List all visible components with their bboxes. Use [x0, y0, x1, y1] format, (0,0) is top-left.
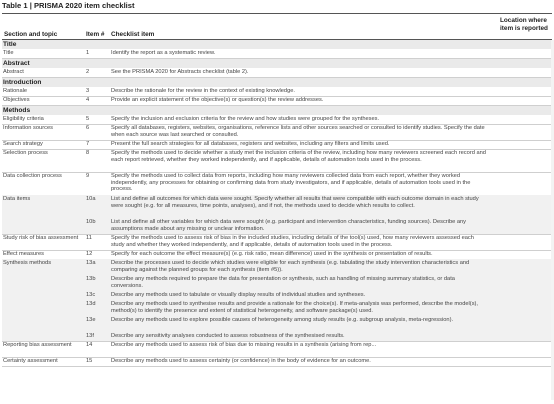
header-section-topic: Section and topic: [4, 31, 58, 38]
table-row: [2, 96, 552, 106]
row-topic: Search strategy: [3, 141, 43, 147]
row-item: Specify the inclusion and exclusion criteria for the review and how studies were grouped for the syntheses.: [111, 116, 380, 122]
row-item: Specify all databases, registers, websites, organisations, reference lists and other sources searched or consulted to identify studies. Specify the date when each source was last searched or consulted.: [111, 125, 485, 138]
row-item: List and define all other variables for which data were sought (e.g. participant and intervention characteristics, funding sources). Describe any assumptions made about any missing or unclear information.: [111, 219, 467, 232]
table-row: [2, 218, 552, 235]
header-location: Location where item is reported: [500, 17, 548, 32]
row-number: 13a: [86, 260, 96, 266]
row-item: Describe any methods used to synthesise results and provide a rationale for the choice(s). If meta-analysis was performed, describe the model(s), method(s) to identify the presence and extent of statistical heterogeneity, and software package(s) used.: [111, 301, 479, 314]
row-item: Provide an explicit statement of the objective(s) or question(s) the review addresses.: [111, 97, 324, 103]
table-row: [2, 300, 552, 317]
row-number: 9: [86, 173, 90, 179]
row-item: List and define all outcomes for which data were sought. Specify whether all results that were compatible with each outcome domain in each study were sought (e.g. for all measures, time points, analyses), and if not, the methods used to decide which results to collect.: [111, 196, 479, 209]
row-number: 5: [86, 116, 90, 122]
row-item: Identify the report as a systematic review.: [111, 50, 216, 56]
section-band-methods: [2, 106, 552, 115]
top-rule: [2, 13, 552, 14]
table-row: [2, 234, 552, 251]
row-item: Describe any methods used to assess risk of bias due to missing results in a synthesis (arising from rep...: [111, 342, 377, 348]
table-row: [2, 172, 552, 196]
row-item: Describe the processes used to decide which studies were eligible for each synthesis (e.g. tabulating the study intervention characteristics and comparing against the planned groups for each synthesis (item #5)).: [111, 260, 470, 273]
row-number: 10b: [86, 219, 96, 225]
row-item: Describe any methods required to prepare the data for presentation or synthesis, such as handling of missing summary statistics, or data conversions.: [111, 276, 455, 289]
row-topic: Selection process: [3, 150, 48, 156]
table-row: [2, 316, 552, 333]
row-number: 10a: [86, 196, 96, 202]
row-topic: Objectives: [3, 97, 30, 103]
row-item: Specify the methods used to assess risk of bias in the included studies, including details of the tool(s) used, how many reviewers assessed each study and whether they worked independently, and if applicable, details of automation tools used in the process.: [111, 235, 474, 248]
row-number: 1: [86, 50, 90, 56]
row-topic: Rationale: [3, 88, 28, 94]
table-row: [2, 195, 552, 219]
row-topic: Data collection process: [3, 173, 62, 179]
row-number: 2: [86, 69, 90, 75]
header-checklist-item: Checklist item: [111, 31, 155, 38]
row-topic: Synthesis methods: [3, 260, 52, 266]
row-item: Specify for each outcome the effect measure(s) (e.g. risk ratio, mean difference) used in the synthesis or presentation of results.: [111, 251, 433, 257]
row-topic: Reporting bias assessment: [3, 342, 72, 348]
row-item: Specify the methods used to decide whether a study met the inclusion criteria of the review, including how many reviewers screened each record and each report retrieved, whether they worked independently, and if applicable, details of automation tools used in the process.: [111, 150, 486, 163]
row-number: 6: [86, 125, 90, 131]
row-item: Describe the rationale for the review in the context of existing knowledge.: [111, 88, 295, 94]
row-number: 13b: [86, 276, 96, 282]
row-number: 13f: [86, 333, 94, 339]
row-topic: Effect measures: [3, 251, 44, 257]
row-number: 13c: [86, 292, 96, 298]
row-topic: Eligibility criteria: [3, 116, 44, 122]
row-topic: Certainty assessment: [3, 358, 58, 364]
section-band-introduction: [2, 78, 552, 87]
table-row: [2, 341, 552, 358]
table-row: [2, 124, 552, 141]
row-item: See the PRISMA 2020 for Abstracts checklist (table 2).: [111, 69, 249, 75]
row-item: Present the full search strategies for all databases, registers and websites, including any filters and limits used.: [111, 141, 390, 147]
row-number: 11: [86, 235, 92, 241]
table-row: [2, 357, 552, 367]
section-title: Title: [3, 41, 17, 48]
row-number: 13d: [86, 301, 96, 307]
row-topic: Title: [3, 50, 14, 56]
table-row: [2, 68, 552, 78]
section-introduction: Introduction: [3, 79, 42, 86]
row-number: 13e: [86, 317, 96, 323]
row-number: 3: [86, 88, 90, 94]
table-row: [2, 259, 552, 276]
section-band-abstract: [2, 59, 552, 68]
row-item: Describe any methods used to assess certainty (or confidence) in the body of evidence for an outcome.: [111, 358, 371, 364]
row-number: 7: [86, 141, 90, 147]
row-topic: Abstract: [3, 69, 24, 75]
row-number: 14: [86, 342, 93, 348]
section-band-title: [2, 40, 552, 49]
table-title: Table 1 | PRISMA 2020 item checklist: [2, 1, 135, 10]
table-row: [2, 49, 552, 59]
row-number: 4: [86, 97, 90, 103]
table-row: [2, 149, 552, 173]
row-item: Specify the methods used to collect data from reports, including how many reviewers collected data from each report, whether they worked independently, any processes for obtaining or confirming data from study investigators, and if applicable, details of automation tools used in the process.: [111, 173, 471, 193]
row-number: 12: [86, 251, 93, 257]
table-row: [2, 275, 552, 292]
header-item-number: Item #: [86, 31, 105, 38]
row-number: 8: [86, 150, 90, 156]
row-topic: Information sources: [3, 125, 53, 131]
row-topic: Data items: [3, 196, 31, 202]
section-abstract: Abstract: [3, 60, 30, 67]
row-item: Describe any methods used to tabulate or visually display results of individual studies and syntheses.: [111, 292, 366, 298]
row-topic: Study risk of bias assessment: [3, 235, 79, 241]
row-number: 15: [86, 358, 93, 364]
section-methods: Methods: [3, 107, 31, 114]
row-item: Describe any sensitivity analyses conducted to assess robustness of the synthesised results.: [111, 333, 345, 339]
row-item: Describe any methods used to explore possible causes of heterogeneity among study results (e.g. subgroup analysis, meta-regression).: [111, 317, 454, 323]
